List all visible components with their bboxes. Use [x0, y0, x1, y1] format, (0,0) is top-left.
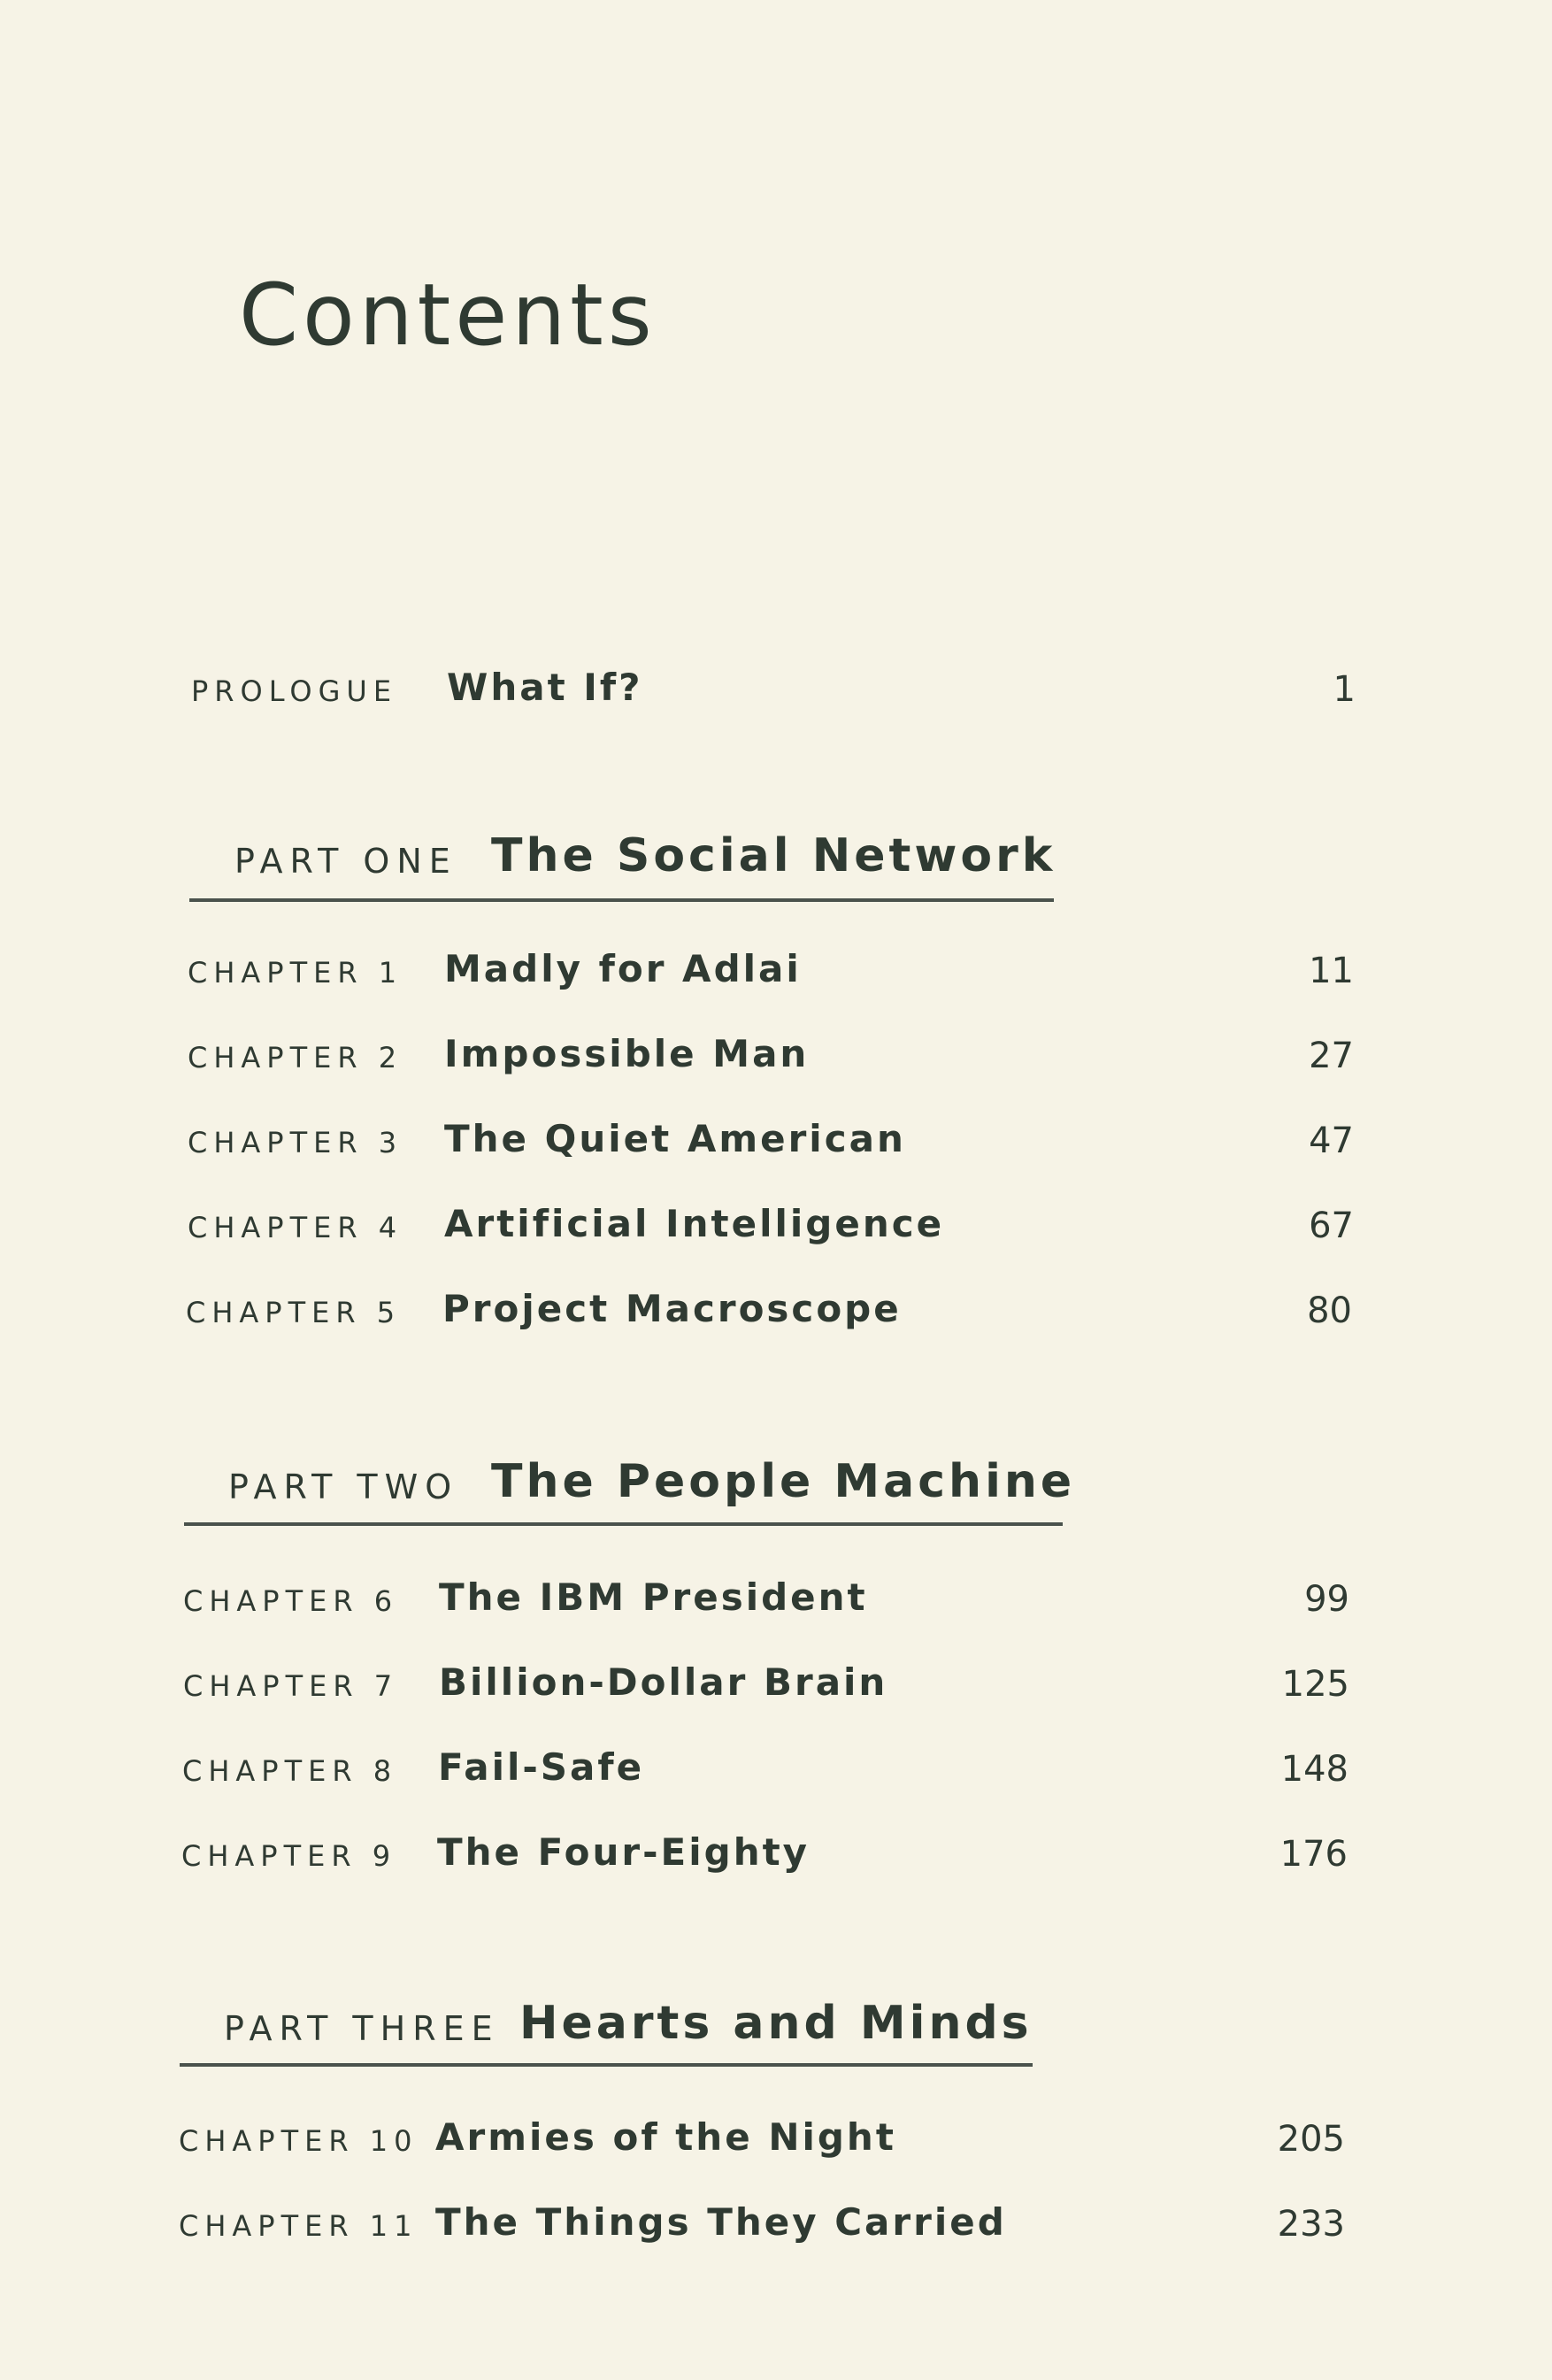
part-divider: [180, 2063, 1033, 2067]
part-heading-one[interactable]: [0, 828, 1552, 898]
entry-title: The Things They Carried: [435, 2200, 1007, 2244]
entry-label: CHAPTER 8: [182, 1754, 398, 1788]
toc-entry-chapter[interactable]: [0, 1742, 1552, 1795]
entry-title: Fail-Safe: [438, 1745, 645, 1789]
entry-page-number: 47: [1309, 1121, 1354, 1161]
entry-page-number: 67: [1309, 1205, 1354, 1246]
part-title: The Social Network: [491, 829, 1056, 882]
toc-entry-chapter[interactable]: [0, 2197, 1552, 2250]
entry-title: The Quiet American: [444, 1117, 906, 1160]
toc-entry-chapter[interactable]: [0, 1572, 1552, 1625]
part-title: Hearts and Minds: [519, 1997, 1033, 2050]
entry-page-number: 205: [1277, 2119, 1345, 2160]
toc-entry-chapter[interactable]: [0, 1657, 1552, 1710]
entry-label: CHAPTER 6: [183, 1584, 399, 1618]
entry-page-number: 148: [1280, 1749, 1348, 1790]
part-divider: [189, 898, 1054, 902]
entry-page-number: 99: [1304, 1579, 1349, 1620]
part-label: PART TWO: [228, 1467, 459, 1506]
toc-entry-chapter[interactable]: [0, 1827, 1552, 1880]
entry-label: CHAPTER 7: [183, 1669, 399, 1703]
toc-entry-chapter[interactable]: [0, 1198, 1552, 1252]
entry-title: The Four-Eighty: [437, 1830, 811, 1874]
page-title: Contents: [239, 266, 657, 365]
entry-title: The IBM President: [439, 1575, 868, 1619]
entry-page-number: 27: [1309, 1036, 1354, 1076]
entry-title: Billion-Dollar Brain: [439, 1660, 888, 1704]
toc-entry-chapter[interactable]: [0, 1113, 1552, 1167]
entry-title: What If?: [447, 666, 643, 709]
toc-entry-chapter[interactable]: [0, 944, 1552, 997]
entry-label: CHAPTER 11: [179, 2209, 419, 2243]
part-heading-two[interactable]: [0, 1453, 1552, 1524]
entry-label: CHAPTER 2: [188, 1041, 403, 1074]
part-title: The People Machine: [491, 1455, 1076, 1508]
entry-label: CHAPTER 3: [188, 1126, 403, 1159]
entry-page-number: 11: [1309, 951, 1354, 991]
part-heading-three[interactable]: [0, 1995, 1552, 2066]
toc-entry-chapter[interactable]: [0, 2112, 1552, 2165]
entry-label: CHAPTER 4: [188, 1211, 403, 1244]
entry-label: CHAPTER 9: [181, 1839, 397, 1873]
entry-title: Artificial Intelligence: [444, 1202, 945, 1245]
entry-page-number: 125: [1281, 1664, 1349, 1705]
entry-page-number: 80: [1307, 1290, 1352, 1331]
entry-label: CHAPTER 1: [188, 956, 403, 990]
entry-title: Impossible Man: [444, 1032, 810, 1075]
entry-label: PROLOGUE: [191, 674, 398, 708]
entry-page-number: 1: [1333, 669, 1356, 710]
entry-page-number: 176: [1279, 1834, 1348, 1875]
entry-title: Madly for Adlai: [444, 947, 802, 990]
entry-title: Armies of the Night: [435, 2115, 896, 2159]
entry-page-number: 233: [1277, 2204, 1345, 2245]
entry-label: CHAPTER 10: [179, 2124, 419, 2158]
entry-title: Project Macroscope: [442, 1287, 902, 1330]
toc-entry-prologue[interactable]: [0, 662, 1552, 715]
toc-entry-chapter[interactable]: [0, 1028, 1552, 1082]
part-label: PART ONE: [234, 842, 457, 881]
part-label: PART THREE: [224, 2009, 500, 2048]
part-divider: [184, 1522, 1063, 1526]
entry-label: CHAPTER 5: [186, 1296, 402, 1329]
toc-entry-chapter[interactable]: [0, 1283, 1552, 1336]
